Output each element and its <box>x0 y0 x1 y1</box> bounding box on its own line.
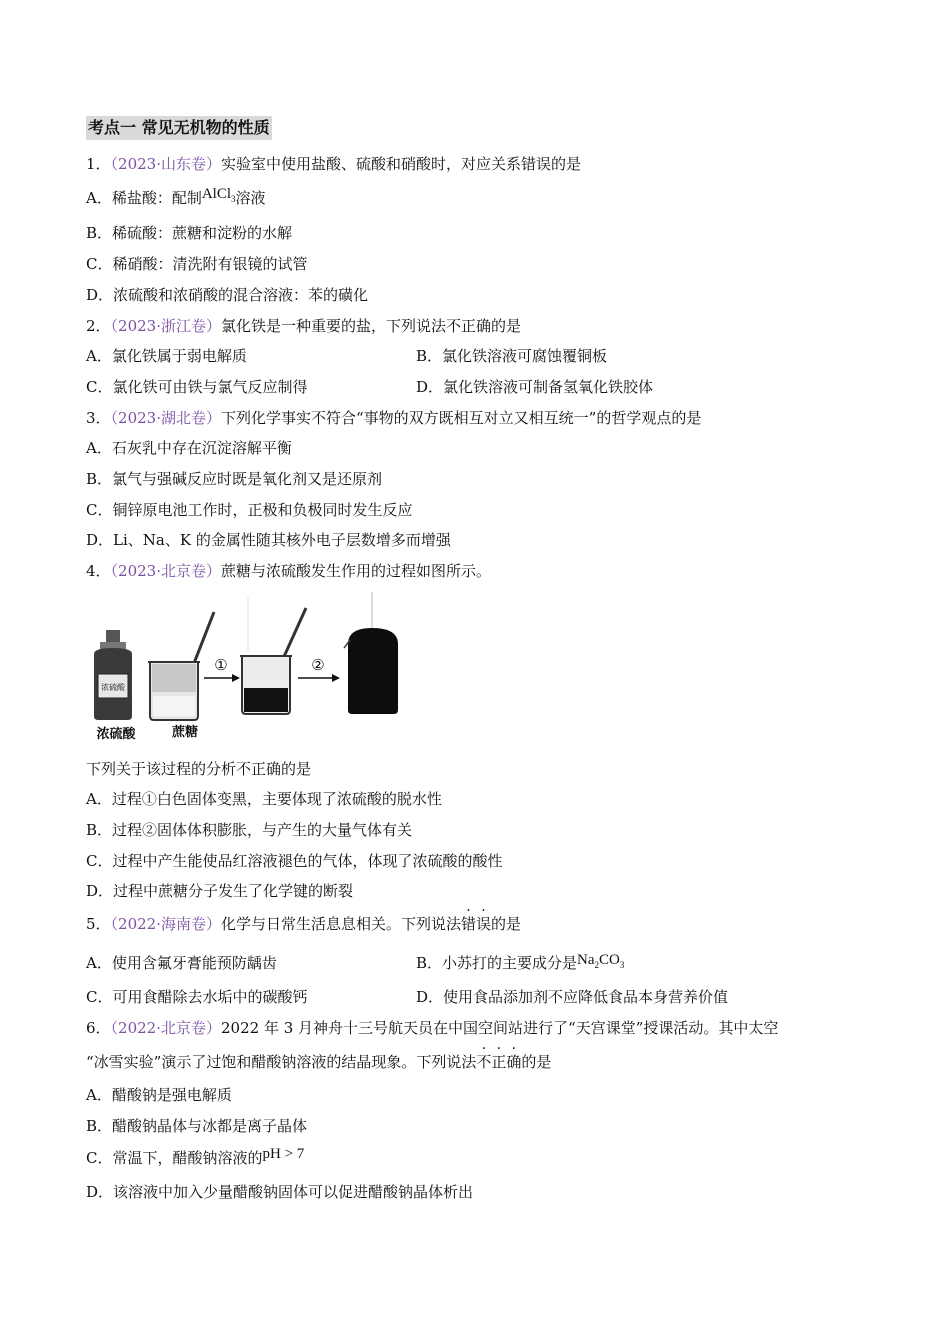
question-2-stem <box>86 316 521 336</box>
question-3-option-c: C．铜锌原电池工作时，正极和负极同时发生反应 <box>86 501 413 519</box>
question-text: 实验室中使用盐酸、硫酸和硝酸时，对应关系错误的是 <box>221 155 582 173</box>
question-source: （2023·湖北卷） <box>110 409 221 427</box>
question-6-option-c <box>86 1148 304 1169</box>
question-3-option-d: D．Li、Na、K 的金属性随其核外电子层数增多而增强 <box>86 531 451 549</box>
question-number: 5． <box>86 915 111 933</box>
question-number: 6． <box>86 1019 111 1037</box>
question-1-option-d: D．浓硫酸和浓硝酸的混合溶液：苯的磺化 <box>86 286 369 304</box>
question-source: （2022·北京卷） <box>110 1019 221 1037</box>
bottle-label: 浓硫酸 <box>101 683 125 692</box>
question-number: 3． <box>86 409 111 427</box>
blackened-beaker-icon <box>240 596 306 714</box>
question-text: 的是 <box>491 915 522 933</box>
question-3-option-a: A．石灰乳中存在沉淀溶解平衡 <box>86 439 292 457</box>
question-5-stem <box>86 914 521 934</box>
question-3-option-b: B．氯气与强碱反应时既是氧化剂又是还原剂 <box>86 470 383 488</box>
emphasis-char: 误 <box>476 915 492 933</box>
formula-subscript: 3 <box>619 960 625 970</box>
question-4-option-c: C．过程中产生能使品红溶液褪色的气体，体现了浓硫酸的酸性 <box>86 852 503 870</box>
question-2-option-c: C．氯化铁可由铁与氯气反应制得 <box>86 378 308 396</box>
question-text: 的是 <box>521 1053 552 1071</box>
question-4-option-a: A．过程①白色固体变黑，主要体现了浓硫酸的脱水性 <box>86 790 442 808</box>
figure-label-sugar: 蔗糖 <box>171 725 199 740</box>
question-text: “冰雪实验”演示了过饱和醋酸钠溶液的结晶现象。下列说法 <box>86 1053 477 1071</box>
formula-subscript: 2 <box>594 960 600 970</box>
formula-text: CO <box>599 952 620 968</box>
sugar-beaker-icon <box>148 612 214 720</box>
step-1-label: ① <box>214 656 228 674</box>
option-text: B．小苏打的主要成分是 <box>416 954 578 972</box>
question-text: 氯化铁是一种重要的盐，下列说法不正确的是 <box>221 317 522 335</box>
question-text: 蔗糖与浓硫酸发生作用的过程如图所示。 <box>221 562 492 580</box>
emphasis-char: 错 <box>461 915 477 933</box>
arrow-step-2-icon <box>298 656 340 682</box>
question-source: （2023·浙江卷） <box>110 317 221 335</box>
formula-na2co3 <box>577 952 624 968</box>
option-text: C．常温下，醋酸钠溶液的 <box>86 1149 263 1167</box>
question-5-option-a: A．使用含氟牙膏能预防龋齿 <box>86 954 277 972</box>
question-source: （2023·北京卷） <box>110 562 221 580</box>
question-2-option-d: D．氯化铁溶液可制备氢氧化铁胶体 <box>416 378 654 396</box>
step-2-label: ② <box>311 656 325 674</box>
expanded-carbon-beaker-icon <box>344 592 398 714</box>
sucrose-sulfuric-acid-figure <box>86 592 416 752</box>
option-text: 溶液 <box>235 189 266 207</box>
question-5-option-b <box>416 953 624 979</box>
acid-bottle-icon <box>94 630 132 720</box>
question-6-option-d: D．该溶液中加入少量醋酸钠固体可以促进醋酸钠晶体析出 <box>86 1183 474 1201</box>
figure-label-acid: 浓硫酸 <box>96 727 136 742</box>
emphasis-char: 不 <box>476 1053 492 1071</box>
question-number: 4． <box>86 562 111 580</box>
question-5-option-c: C．可用食醋除去水垢中的碳酸钙 <box>86 988 308 1006</box>
question-text: 2022 年 3 月神舟十三号航天员在中国空间站进行了“天宫课堂”授课活动。其中太空 <box>221 1019 779 1037</box>
question-3-stem <box>86 408 701 428</box>
formula-subscript: 3 <box>231 194 236 204</box>
question-1-option-a <box>86 188 266 214</box>
question-2-option-b: B．氯化铁溶液可腐蚀覆铜板 <box>416 347 608 365</box>
question-6-stem-line-2 <box>86 1052 551 1072</box>
formula-text: AlCl <box>201 186 232 202</box>
question-6-option-b: B．醋酸钠晶体与冰都是离子晶体 <box>86 1117 308 1135</box>
option-text: A．稀盐酸：配制 <box>86 189 202 207</box>
question-4-option-b: B．过程②固体体积膨胀，与产生的大量气体有关 <box>86 821 413 839</box>
question-number: 1． <box>86 155 111 173</box>
formula-text: Na <box>577 952 595 968</box>
question-5-option-d: D．使用食品添加剂不应降低食品本身营养价值 <box>416 988 729 1006</box>
question-4-option-d: D．过程中蔗糖分子发生了化学键的断裂 <box>86 882 354 900</box>
emphasis-char: 确 <box>506 1053 522 1071</box>
formula-alcl3 <box>202 186 236 202</box>
question-6-stem-line-1 <box>86 1018 778 1038</box>
question-1-stem <box>86 154 581 174</box>
question-1-option-c: C．稀硝酸：清洗附有银镜的试管 <box>86 255 308 273</box>
question-source: （2023·山东卷） <box>110 155 221 173</box>
section-heading: 考点一 常见无机物的性质 <box>86 116 272 140</box>
question-4-stem <box>86 561 491 581</box>
question-4-followup: 下列关于该过程的分析不正确的是 <box>86 760 312 778</box>
arrow-step-1-icon <box>204 656 240 682</box>
question-number: 2． <box>86 317 111 335</box>
question-1-option-b: B．稀硫酸：蔗糖和淀粉的水解 <box>86 224 293 242</box>
question-text: 化学与日常生活息息相关。下列说法 <box>221 915 462 933</box>
question-text: 下列化学事实不符合“事物的双方既相互对立又相互统一”的哲学观点的是 <box>221 409 702 427</box>
formula-ph: pH > 7 <box>262 1146 305 1162</box>
question-2-option-a: A．氯化铁属于弱电解质 <box>86 347 247 365</box>
question-6-option-a: A．醋酸钠是强电解质 <box>86 1086 232 1104</box>
question-source: （2022·海南卷） <box>110 915 221 933</box>
emphasis-char: 正 <box>491 1053 507 1071</box>
